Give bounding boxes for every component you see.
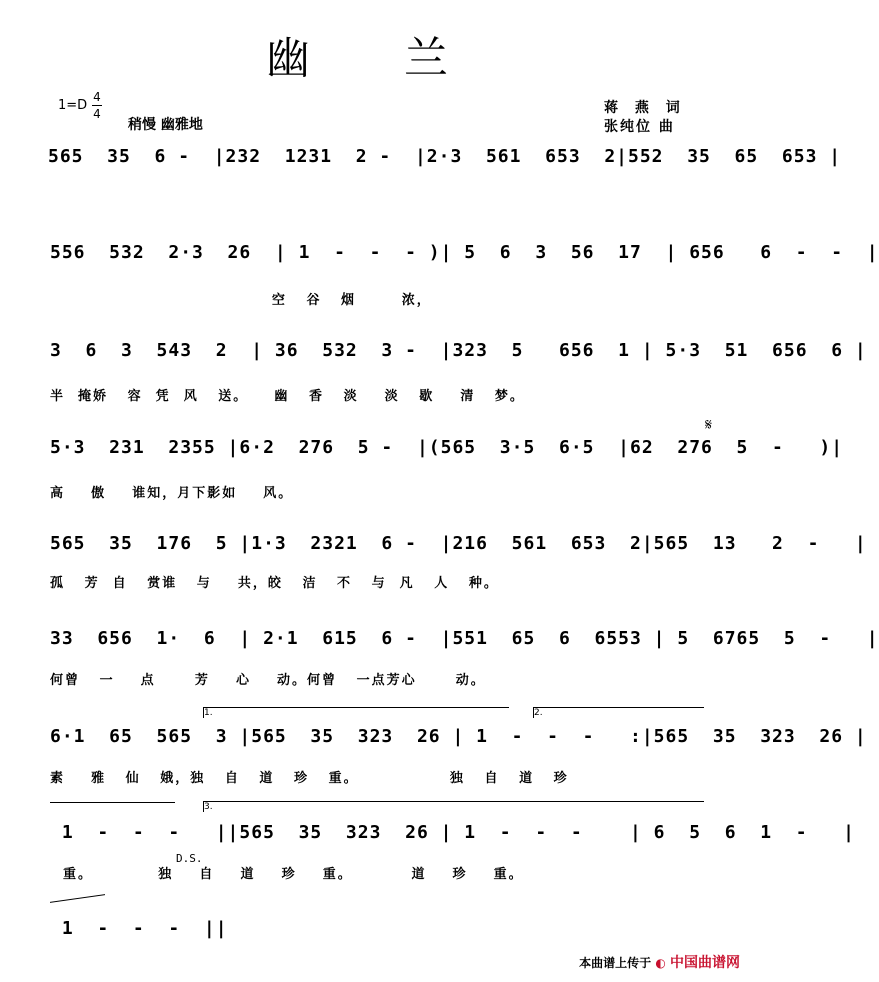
score-row <box>0 628 879 658</box>
volta-label: 2. <box>534 708 543 718</box>
time-signature <box>92 90 102 121</box>
lyrics: 半 掩娇 容 凭 风 送。 幽 香 淡 淡 歇 清 梦。 <box>50 389 525 404</box>
score-row <box>0 340 867 370</box>
decrescendo-mark <box>50 894 105 909</box>
time-top: 4 <box>93 90 101 104</box>
volta-2 <box>533 707 704 718</box>
score-row <box>0 726 867 756</box>
ds-marking: D.S. <box>176 852 203 865</box>
score-row <box>0 242 879 272</box>
score-row <box>0 146 842 176</box>
page-title: 幽 兰 <box>266 33 488 84</box>
time-bottom: 4 <box>93 107 101 121</box>
lyrics: 孤 芳 自 赏谁 与 共，皎 洁 不 与 凡 人 种。 <box>50 576 499 591</box>
notes: 556 532 2·3 26 | 1 - - - )| 5 6 3 56 17 | 656 6 - - | <box>50 242 879 263</box>
score-row <box>0 533 867 563</box>
tempo-marking: 稍慢 幽雅地 <box>128 117 203 133</box>
composer: 张纯位 曲 <box>604 119 675 135</box>
notes: 3 6 3 543 2 | 36 532 3 - |323 5 656 1 | 5·3 51 656 6 | <box>50 340 867 361</box>
notes: 33 656 1· 6 | 2·1 615 6 - |551 65 6 6553 | 5 6765 5 - | <box>50 628 879 649</box>
lyrics: 空 谷 烟 浓， <box>50 293 432 308</box>
notes: 565 35 6 - |232 1231 2 - |2·3 561 653 2|552 35 65 653 | <box>48 146 842 167</box>
score-row <box>0 918 754 948</box>
segno-icon: 𝄋 <box>705 415 712 434</box>
footer <box>579 952 740 972</box>
notes: 6·1 65 565 3 |565 35 323 26 | 1 - - - :|565 35 323 26 | <box>50 726 867 747</box>
volta-label: 1. <box>204 708 213 718</box>
footer-text: 本曲谱上传于 <box>579 956 652 970</box>
volta-3 <box>203 801 704 812</box>
score-row <box>0 437 844 467</box>
lyrics: 何曾 一 点 芳 心 动。何曾 一点芳心 动。 <box>50 673 486 688</box>
footer-brand[interactable]: 中国曲谱网 <box>670 955 740 971</box>
volta-label: 3. <box>204 802 213 812</box>
lyrics: 重。 独 自 道 珍 重。 道 珍 重。 <box>50 867 524 882</box>
notes: 5·3 231 2355 |6·2 276 5 - |(565 3·5 6·5 |62 276 5 - )| <box>50 437 844 458</box>
key-signature: 1=D <box>58 98 88 113</box>
volta-1 <box>203 707 509 718</box>
lyrics: 高 傲 谁知，月下影如 风。 <box>50 486 294 501</box>
notes: 565 35 176 5 |1·3 2321 6 - |216 561 653 2|565 13 2 - | <box>50 533 867 554</box>
score-row <box>0 822 855 852</box>
lyricist: 蒋 燕 词 <box>604 100 686 116</box>
lyrics: 素 雅 仙 娥，独 自 道 珍 重。 独 自 道 珍 <box>50 771 569 786</box>
notes: 1 - - - ||565 35 323 26 | 1 - - - | 6 5 6 1 - | <box>50 822 855 843</box>
notes: 1 - - - || <box>50 918 228 939</box>
volta-2-continuation <box>50 802 175 803</box>
site-logo-icon: ◐ <box>655 956 666 970</box>
